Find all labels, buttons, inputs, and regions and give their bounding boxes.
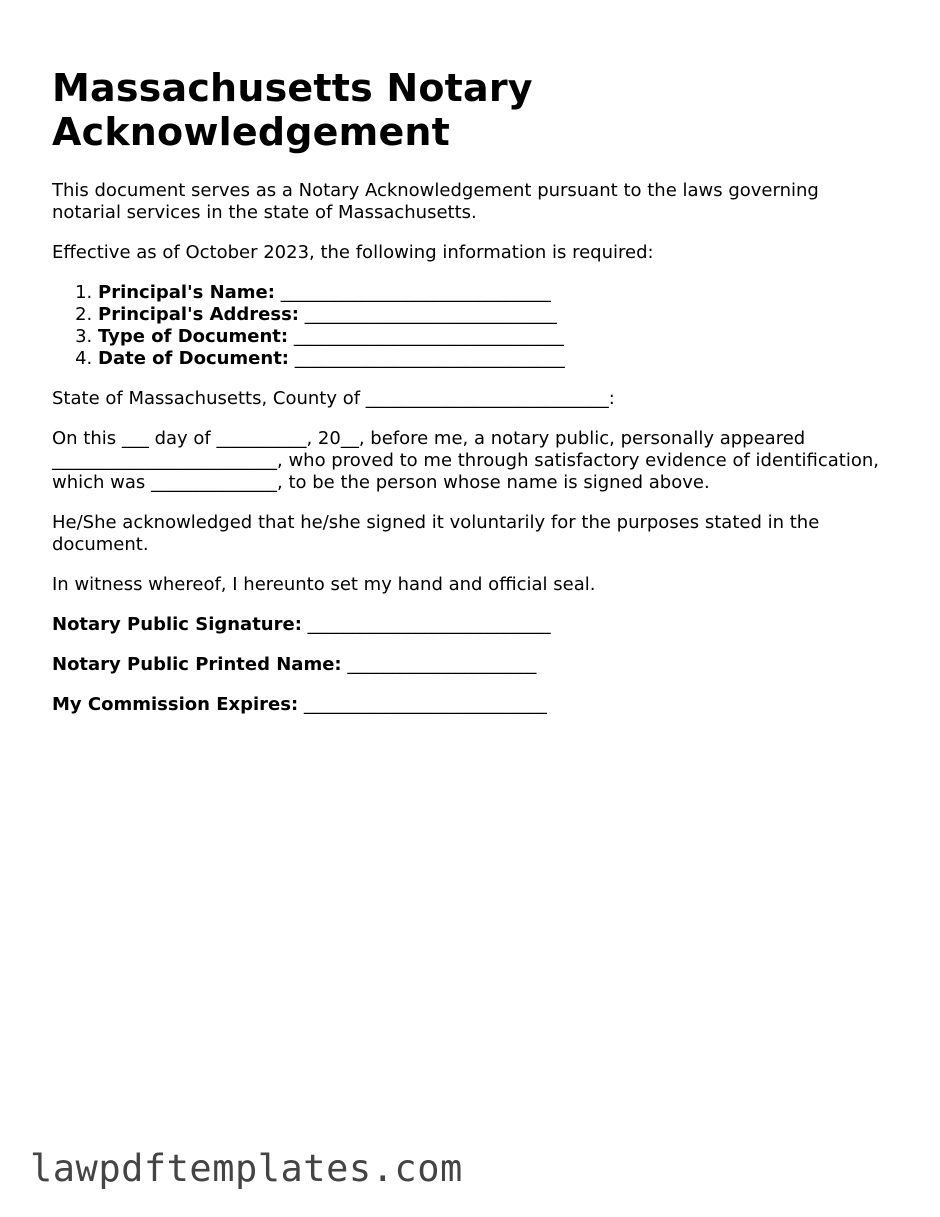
appearance-paragraph: On this ___ day of __________, 20__, before me, a notary public, personally appeared _________________________, who proved to me through satisfactory evidence of identification, which was ______________, to be the person whose name is signed above. <box>52 428 879 493</box>
witness-paragraph: In witness whereof, I hereunto set my hand and official seal. <box>52 574 596 595</box>
document-date-label: Date of Document: <box>98 348 290 369</box>
principal-name-label: Principal's Name: <box>98 282 275 303</box>
list-item <box>98 282 882 304</box>
required-info-list <box>52 282 882 370</box>
notary-signature-blank: ___________________________ <box>307 614 551 635</box>
document-type-label: Type of Document: <box>98 326 289 347</box>
notary-printed-name-label: Notary Public Printed Name: <box>52 654 342 675</box>
list-item <box>98 348 882 370</box>
document-page <box>52 66 882 734</box>
notary-signature-line <box>52 614 882 636</box>
watermark: lawpdftemplates.com <box>30 1147 463 1190</box>
page-title: Massachusetts Notary Acknowledgement <box>52 66 533 154</box>
list-item <box>98 326 882 348</box>
intro-paragraph: This document serves as a Notary Acknowledgement pursuant to the laws governing notarial services in the state of Massachusetts. <box>52 180 819 223</box>
document-date-blank: ______________________________ <box>294 348 565 369</box>
effective-paragraph: Effective as of October 2023, the following information is required: <box>52 242 654 263</box>
notary-printed-name-blank: _____________________ <box>347 654 537 675</box>
commission-expires-blank: ___________________________ <box>303 694 547 715</box>
list-item <box>98 304 882 326</box>
principal-name-blank: ______________________________ <box>280 282 551 303</box>
acknowledgment-paragraph: He/She acknowledged that he/she signed it voluntarily for the purposes stated in the document. <box>52 512 820 555</box>
notary-printed-name-line <box>52 654 882 676</box>
commission-expires-line <box>52 694 882 716</box>
document-type-blank: ______________________________ <box>293 326 564 347</box>
principal-address-blank: ____________________________ <box>304 304 557 325</box>
notary-signature-label: Notary Public Signature: <box>52 614 302 635</box>
state-county-line: State of Massachusetts, County of ___________________________: <box>52 388 615 409</box>
principal-address-label: Principal's Address: <box>98 304 299 325</box>
commission-expires-label: My Commission Expires: <box>52 694 299 715</box>
